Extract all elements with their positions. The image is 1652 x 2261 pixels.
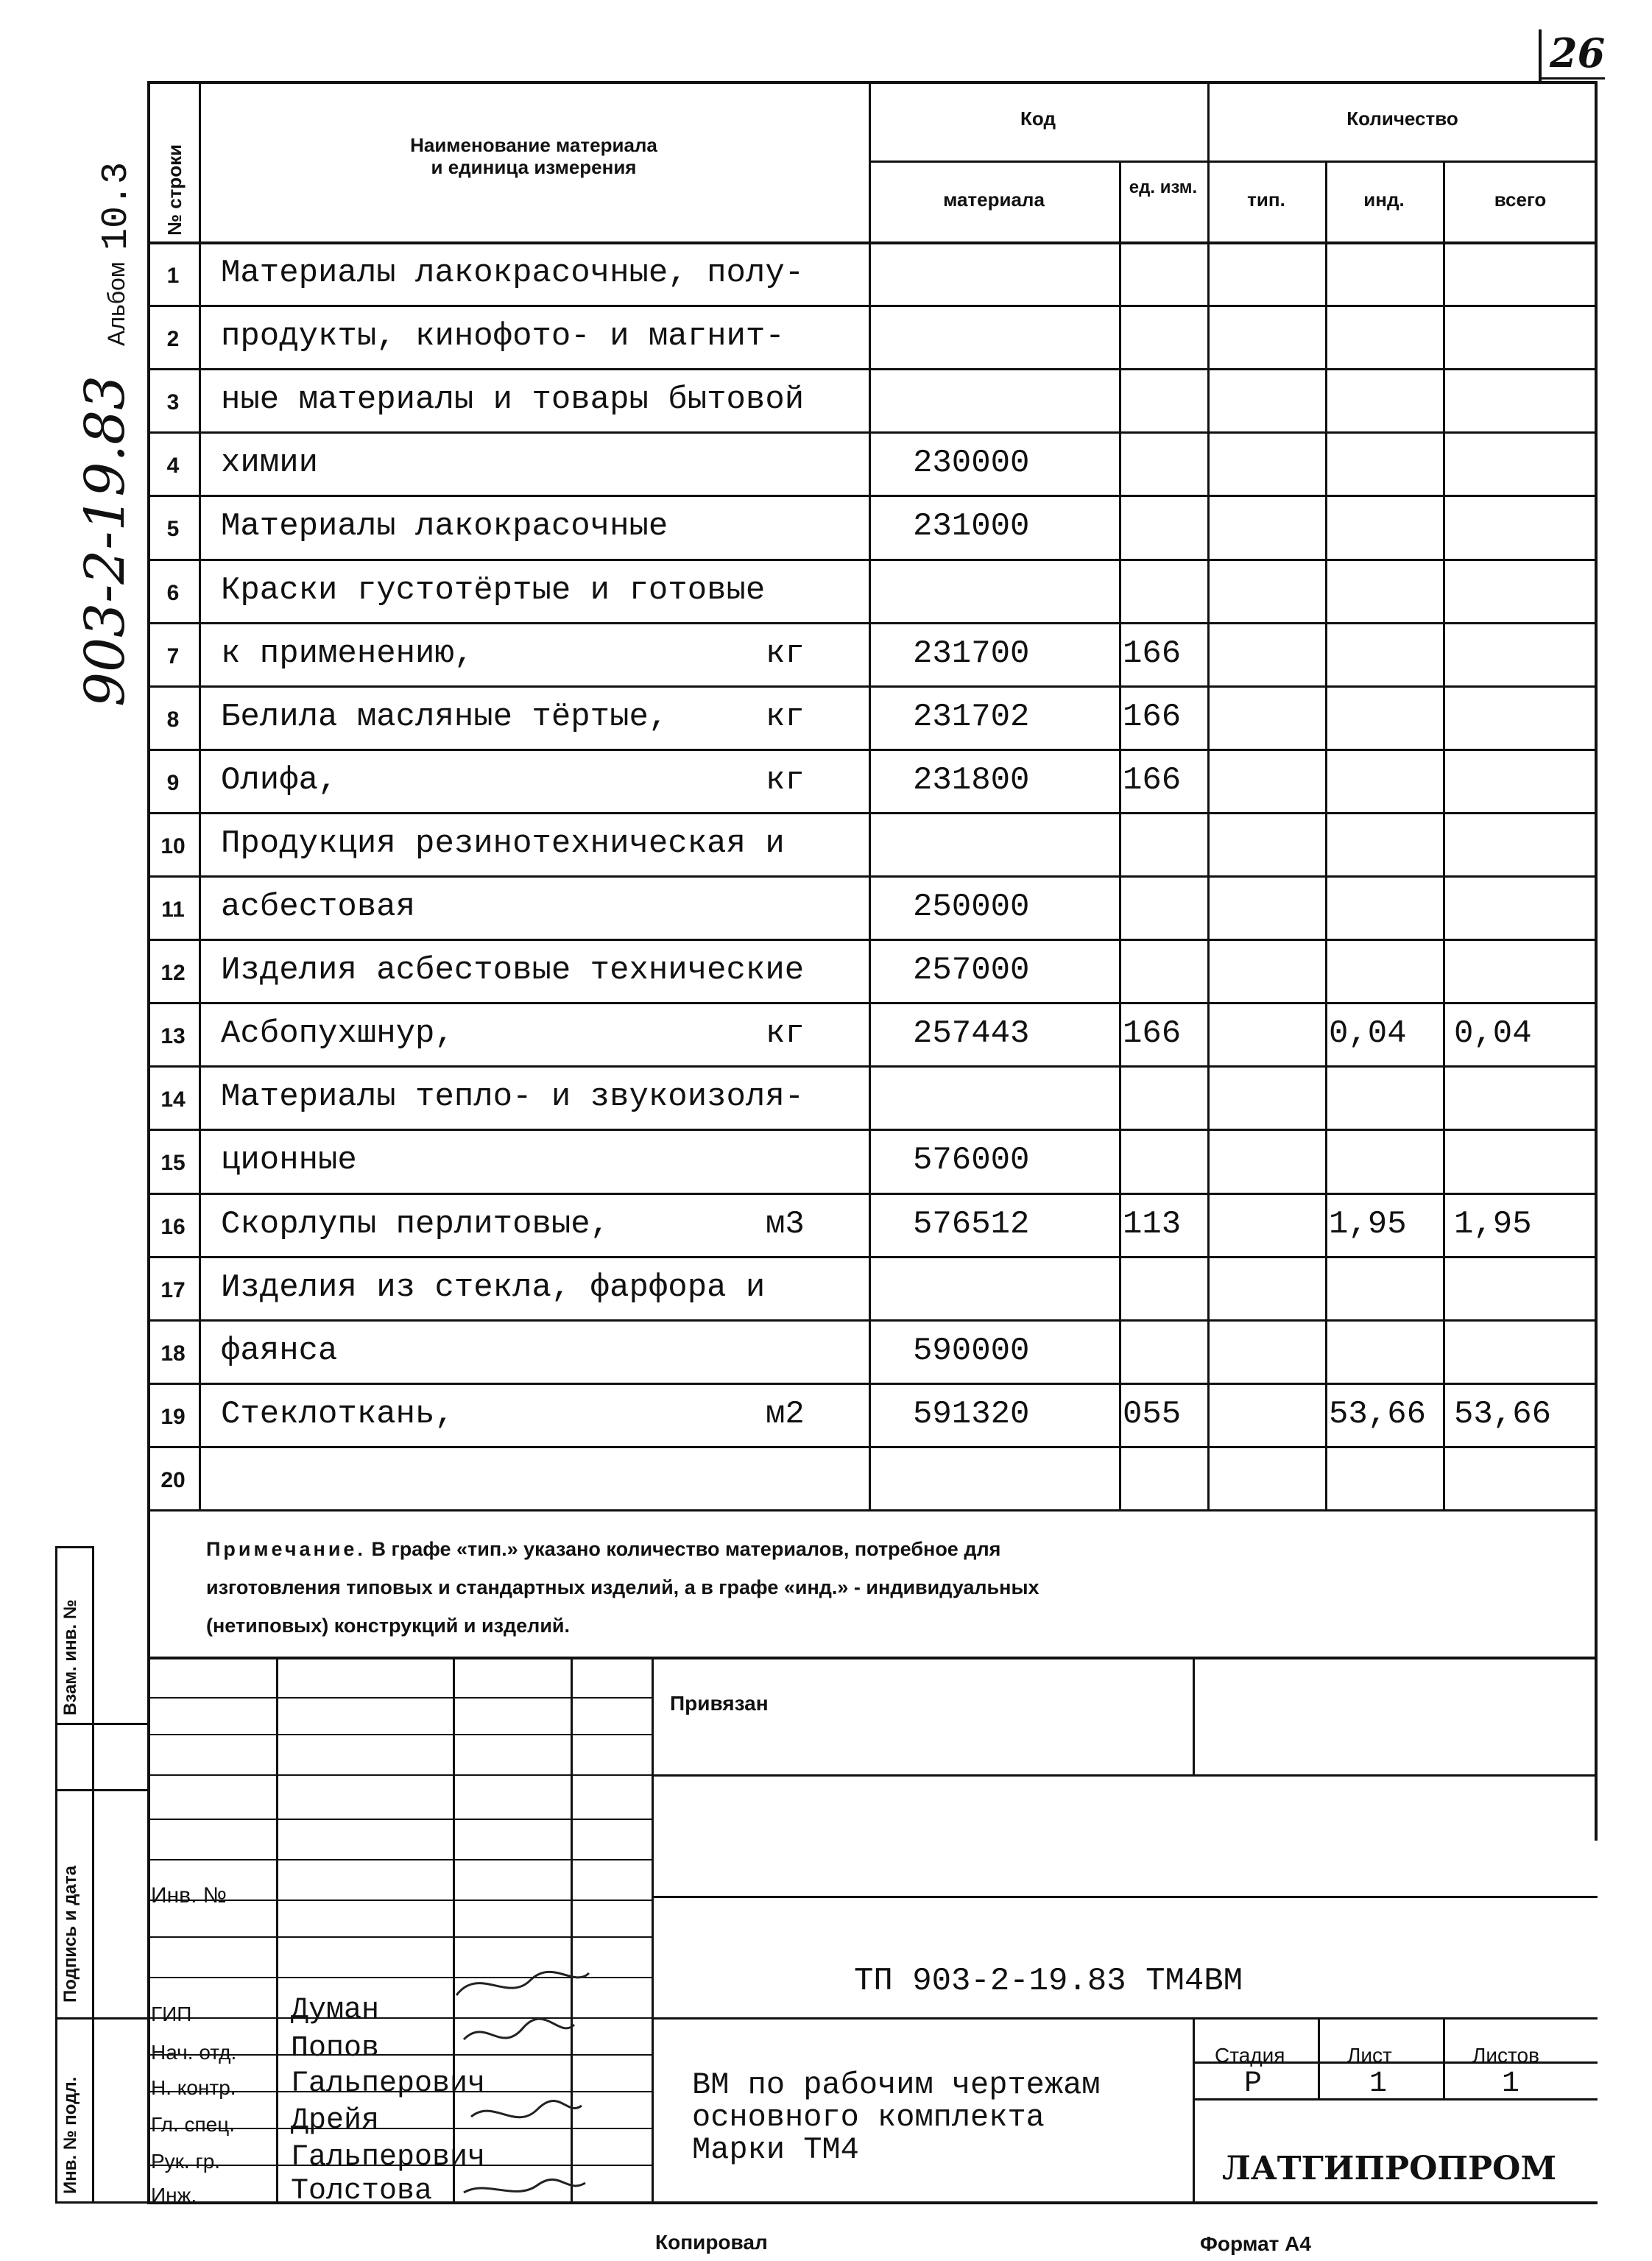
row-number: 8 xyxy=(166,708,180,732)
header-qty-total: всего xyxy=(1494,188,1547,211)
signature-nach-otd xyxy=(464,2019,574,2039)
row-number: 15 xyxy=(160,1151,186,1175)
table-row-line xyxy=(147,305,1598,307)
row-number: 6 xyxy=(166,581,180,605)
stamp-inv-no: Инв. № xyxy=(151,1883,227,1908)
header-code-unit: ед. изм. xyxy=(1129,177,1198,197)
table-row-line xyxy=(147,559,1598,561)
stamp-organization: ЛАТГИПРОПРОМ xyxy=(1222,2150,1557,2187)
row-number: 14 xyxy=(160,1087,186,1112)
stamp-col-line xyxy=(276,1657,278,2201)
row-number: 7 xyxy=(166,644,180,669)
row-unit: кг xyxy=(766,635,805,672)
row-number: 10 xyxy=(160,834,186,858)
row-unit-code: 166 xyxy=(1123,699,1182,736)
margin-inv-podl: Инв. № подл. xyxy=(60,2076,80,2194)
stamp-title-line1: ВМ по рабочим чертежам xyxy=(692,2067,1101,2103)
stamp-title-line2: основного комплекта xyxy=(692,2100,1045,2135)
row-unit-code: 166 xyxy=(1123,762,1182,799)
row-number: 17 xyxy=(160,1278,186,1302)
stamp-title-line3: Марки ТМ4 xyxy=(692,2132,859,2167)
row-material-code: 231702 xyxy=(913,699,1030,736)
table-col-line xyxy=(1119,161,1121,1509)
stamp-privyazan: Привязан xyxy=(670,1692,769,1715)
note-line1 xyxy=(206,1530,1039,1568)
margin-strip-line xyxy=(55,2017,147,2020)
stamp-role: Рук. гр. xyxy=(151,2150,221,2173)
stamp-row-line xyxy=(652,2017,1598,2020)
row-material-code: 590000 xyxy=(913,1333,1030,1369)
page-number-underline xyxy=(1539,77,1605,80)
row-number: 3 xyxy=(166,390,180,415)
row-unit: кг xyxy=(766,699,805,736)
margin-strip-line xyxy=(55,1723,147,1725)
table-row-line xyxy=(147,1002,1598,1004)
row-unit-code: 166 xyxy=(1123,1015,1182,1052)
margin-strip-line xyxy=(55,1546,92,1548)
stamp-role-line xyxy=(147,1936,652,1938)
row-material-code: 231000 xyxy=(913,508,1030,545)
row-material-code: 257443 xyxy=(913,1015,1030,1052)
stamp-role-name: Попов xyxy=(291,2032,380,2065)
row-qty-ind: 1,95 xyxy=(1329,1206,1407,1243)
row-name: Изделия асбестовые технические xyxy=(221,952,805,989)
stamp-sheet: 1 xyxy=(1369,2067,1388,2100)
row-unit: кг xyxy=(766,762,805,799)
table-row-line xyxy=(147,1193,1598,1195)
row-number: 1 xyxy=(166,264,180,288)
footer-format: Формат А4 xyxy=(1200,2232,1311,2255)
signatures xyxy=(449,1958,596,2209)
row-name: Продукция резинотехническая и xyxy=(221,825,785,862)
table-row-line xyxy=(147,622,1598,624)
stamp-role-line xyxy=(147,1697,652,1699)
row-name: Скорлупы перлитовые, xyxy=(221,1206,610,1243)
row-name: Асбопухшнур, xyxy=(221,1015,454,1052)
stamp-role-name: Гальперович xyxy=(291,2067,486,2100)
row-material-code: 231700 xyxy=(913,635,1030,672)
margin-album-label: Альбом xyxy=(103,261,130,346)
stamp-role-line xyxy=(147,1657,652,1658)
header-code-material: материала xyxy=(943,188,1045,211)
row-name: химии xyxy=(221,445,319,482)
row-number: 9 xyxy=(166,771,180,795)
table-row-line xyxy=(147,1129,1598,1131)
row-material-code: 591320 xyxy=(913,1396,1030,1433)
table-row-line xyxy=(147,1319,1598,1322)
table-header-split xyxy=(869,161,1598,163)
row-number: 11 xyxy=(161,897,185,922)
note-line2: изготовления типовых и стандартных изделий, а в графе «инд.» - индивидуальных xyxy=(206,1576,1039,1598)
row-number: 20 xyxy=(160,1468,186,1492)
row-qty-ind: 53,66 xyxy=(1329,1396,1427,1433)
stamp-title xyxy=(692,2069,1101,2166)
stamp-role-line xyxy=(147,1819,652,1820)
table-row-line xyxy=(147,495,1598,497)
stamp-sheet-label: Лист xyxy=(1347,2044,1392,2067)
row-name: Белила масляные тёртые, xyxy=(221,699,668,736)
row-name: ные материалы и товары бытовой xyxy=(221,381,805,418)
header-qty-type: тип. xyxy=(1247,188,1285,211)
table-right-border xyxy=(1595,81,1598,1841)
header-name xyxy=(199,134,869,178)
header-name-line1: Наименование материала xyxy=(410,134,657,156)
stamp-role-name: Толстова xyxy=(291,2175,433,2208)
stamp-role: Н. контр. xyxy=(151,2076,236,2099)
table-row-line xyxy=(147,368,1598,370)
table-row-line xyxy=(147,1065,1598,1068)
table-top-border xyxy=(147,81,1598,84)
table-col-line xyxy=(869,81,871,1509)
stamp-role-line xyxy=(147,1774,652,1776)
header-code: Код xyxy=(1020,107,1056,130)
table-col-line xyxy=(1207,81,1210,1509)
table-row-line xyxy=(147,431,1598,434)
row-name: к применению, xyxy=(221,635,474,672)
stamp-role: Инж. xyxy=(151,2184,197,2207)
row-unit-code: 055 xyxy=(1123,1396,1182,1433)
row-name: ционные xyxy=(221,1142,357,1179)
footer-copied: Копировал xyxy=(655,2231,768,2254)
table-col-line xyxy=(1325,161,1327,1509)
row-qty-total: 1,95 xyxy=(1454,1206,1532,1243)
margin-album-number: 10.3 xyxy=(96,161,138,250)
stamp-left-border xyxy=(147,1509,150,2201)
stamp-col-line xyxy=(1193,1657,1195,1774)
row-number: 4 xyxy=(166,454,180,478)
row-material-code: 576000 xyxy=(913,1142,1030,1179)
margin-strip-line xyxy=(92,1546,94,2201)
signature-gl-spec xyxy=(471,2101,582,2117)
note-line3: (нетиповых) конструкций и изделий. xyxy=(206,1615,571,1637)
table-row-line xyxy=(147,1446,1598,1448)
stamp-row-line xyxy=(652,1896,1598,1898)
row-name: фаянса xyxy=(221,1333,338,1369)
stamp-sheets-label: Листов xyxy=(1472,2044,1539,2067)
signature-inzh xyxy=(464,2179,585,2193)
header-qty-ind: инд. xyxy=(1363,188,1405,211)
row-material-code: 231800 xyxy=(913,762,1030,799)
note xyxy=(206,1530,1039,1645)
row-unit-code: 113 xyxy=(1123,1206,1182,1243)
stamp-role-line xyxy=(147,1734,652,1735)
row-unit: м3 xyxy=(766,1206,805,1243)
row-name: Материалы лакокрасочные, полу- xyxy=(221,255,805,292)
stamp-role: ГИП xyxy=(151,2003,192,2025)
table-col-line xyxy=(1443,161,1445,1509)
row-name: продукты, кинофото- и магнит- xyxy=(221,318,785,355)
row-name: Материалы лакокрасочные xyxy=(221,508,668,545)
stamp-stage-label: Стадия xyxy=(1215,2044,1285,2067)
row-name: асбестовая xyxy=(221,889,416,925)
stamp-role: Нач. отд. xyxy=(151,2041,237,2064)
row-material-code: 257000 xyxy=(913,952,1030,989)
row-unit-code: 166 xyxy=(1123,635,1182,672)
margin-strip-line xyxy=(55,1789,147,1791)
row-material-code: 230000 xyxy=(913,445,1030,482)
row-name: Олифа, xyxy=(221,762,338,799)
row-number: 19 xyxy=(160,1405,186,1429)
stamp-role-name: Гальперович xyxy=(291,2141,486,2174)
signature-gip xyxy=(456,1972,589,1995)
row-number: 18 xyxy=(160,1341,186,1366)
table-row-line xyxy=(147,685,1598,688)
header-quantity: Количество xyxy=(1346,107,1458,130)
row-material-code: 576512 xyxy=(913,1206,1030,1243)
row-name: Изделия из стекла, фарфора и xyxy=(221,1269,766,1306)
stamp-col-line xyxy=(1318,2017,1320,2098)
row-qty-ind: 0,04 xyxy=(1329,1015,1407,1052)
margin-podpis-data: Подпись и дата xyxy=(60,1866,80,2003)
table-header-bottom xyxy=(147,241,1598,244)
row-material-code: 250000 xyxy=(913,889,1030,925)
margin-document-code: 903-2-19.83 xyxy=(74,375,137,707)
stamp-sheets: 1 xyxy=(1502,2067,1520,2100)
stamp-stage: Р xyxy=(1244,2067,1263,2100)
margin-strip-line xyxy=(55,2201,147,2204)
table-row-line xyxy=(147,1383,1598,1385)
table-row-line xyxy=(147,939,1598,941)
row-name: Краски густотёртые и готовые xyxy=(221,572,766,609)
row-name: Стеклоткань, xyxy=(221,1396,454,1433)
table-col-line xyxy=(199,81,201,1509)
row-unit: м2 xyxy=(766,1396,805,1433)
row-qty-total: 53,66 xyxy=(1454,1396,1552,1433)
stamp-role-name: Думан xyxy=(291,1994,380,2027)
stamp-role-name: Дрейя xyxy=(291,2104,380,2137)
header-name-line2: и единица измерения xyxy=(431,156,637,178)
header-row-no: № строки xyxy=(163,144,186,236)
row-unit: кг xyxy=(766,1015,805,1052)
stamp-col-line xyxy=(1443,2017,1445,2098)
margin-strip-line xyxy=(55,1546,57,2201)
table-row-line xyxy=(147,812,1598,814)
table-row-line xyxy=(147,1509,1598,1512)
row-number: 12 xyxy=(160,961,186,985)
note-label: Примечание. xyxy=(206,1538,366,1560)
row-number: 5 xyxy=(166,517,180,541)
stamp-row-line xyxy=(652,1774,1598,1777)
row-number: 13 xyxy=(160,1024,186,1048)
page-number: 26 xyxy=(1550,29,1606,77)
margin-vzam-inv: Взам. инв. № xyxy=(60,1599,80,1715)
page-number-divider xyxy=(1539,29,1542,81)
row-number: 16 xyxy=(160,1215,186,1239)
row-name: Материалы тепло- и звукоизоля- xyxy=(221,1079,805,1115)
table-row-line xyxy=(147,749,1598,751)
stamp-col-line xyxy=(652,1657,654,2201)
stamp-role: Гл. спец. xyxy=(151,2113,236,2136)
stamp-col-line xyxy=(1193,2017,1195,2201)
stamp-role-line xyxy=(147,1859,652,1860)
table-row-line xyxy=(147,1256,1598,1258)
stamp-document-code: ТП 903-2-19.83 ТМ4ВМ xyxy=(854,1963,1243,2000)
row-number: 2 xyxy=(166,327,180,351)
note-text1: В графе «тип.» указано количество материалов, потребное для xyxy=(371,1538,1001,1560)
row-qty-total: 0,04 xyxy=(1454,1015,1532,1052)
table-row-line xyxy=(147,875,1598,878)
